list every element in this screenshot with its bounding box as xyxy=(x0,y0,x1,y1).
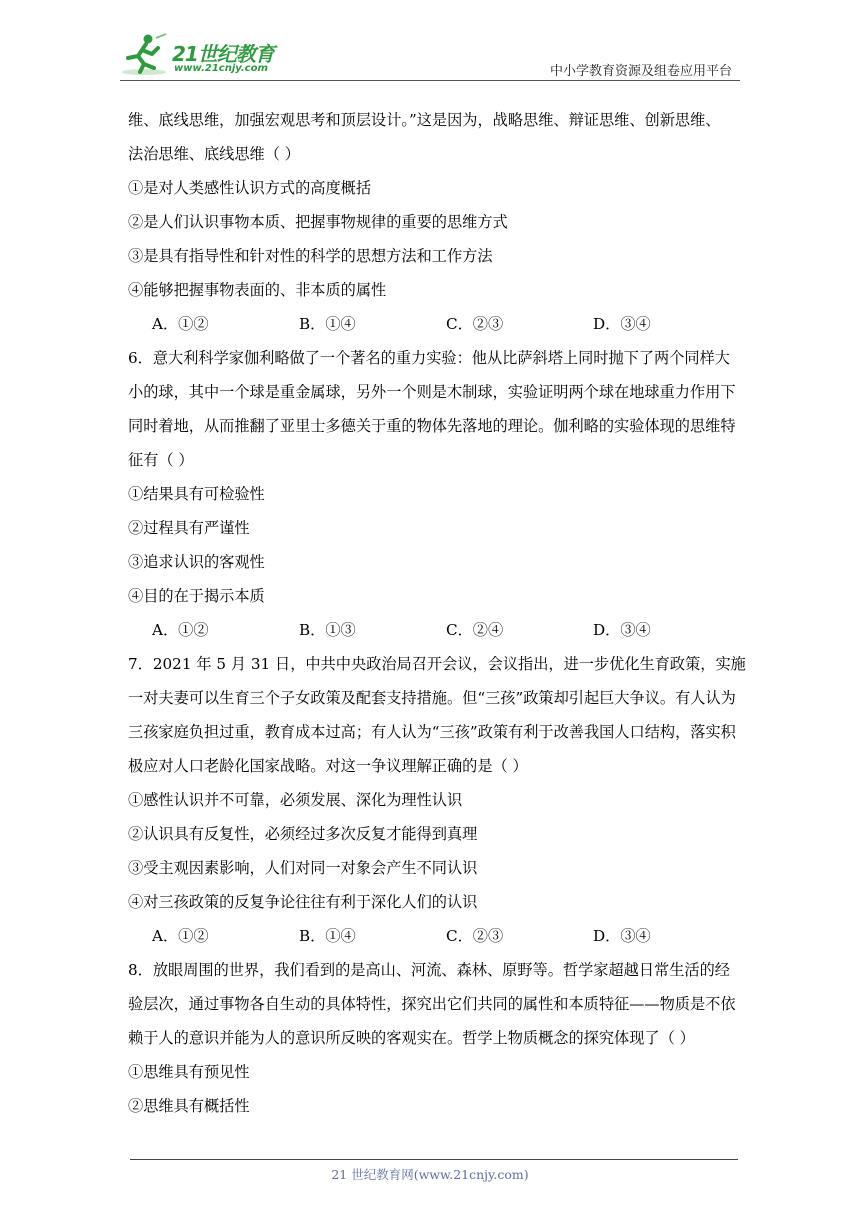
statement-4: ④能够把握事物表面的、非本质的属性 xyxy=(128,281,387,299)
question-stem-line: 一对夫妻可以生育三个子女政策及配套支持措施。但“三孩”政策却引起巨大争议。有人认为 xyxy=(128,689,736,707)
option-d[interactable]: D．③④ xyxy=(593,621,651,639)
answer-options xyxy=(128,919,740,953)
option-a[interactable]: A．①② xyxy=(152,621,209,639)
statement-4: ④对三孩政策的反复争论往往有利于深化人们的认识 xyxy=(128,893,478,911)
option-b[interactable]: B．①④ xyxy=(299,927,356,945)
question-stem-line: 同时着地，从而推翻了亚里士多德关于重的物体先落地的理论。伽利略的实验体现的思维特 xyxy=(128,417,736,435)
page-footer[interactable]: 21 世纪教育网(www.21cnjy.com) xyxy=(331,1167,529,1182)
statement-1: ①是对人类感性认识方式的高度概括 xyxy=(128,179,371,197)
statement-3: ③受主观因素影响，人们对同一对象会产生不同认识 xyxy=(128,859,478,877)
question-stem-line: 极应对人口老龄化国家战略。对这一争议理解正确的是（ ） xyxy=(128,757,528,775)
question-stem-line: 7．2021 年 5 月 31 日，中共中央政治局召开会议，会议指出，进一步优化生育政策，实施 xyxy=(128,655,746,673)
question-stem-line: 维、底线思维，加强宏观思考和顶层设计。”这是因为，战略思维、辩证思维、创新思维、 xyxy=(128,111,721,129)
question-stem-line: 法治思维、底线思维（ ） xyxy=(128,145,300,163)
option-c[interactable]: C．②③ xyxy=(446,315,504,333)
statement-2: ②认识具有反复性，必须经过多次反复才能得到真理 xyxy=(128,825,478,843)
question-7 xyxy=(128,647,746,953)
question-stem-line: 小的球，其中一个球是重金属球，另外一个则是木制球，实验证明两个球在地球重力作用下 xyxy=(128,383,736,401)
statement-3: ③是具有指导性和针对性的科学的思想方法和工作方法 xyxy=(128,247,493,265)
answer-options xyxy=(128,613,740,647)
page-header xyxy=(120,30,740,80)
question-stem-line: 验层次，通过事物各自生动的具体特性，探究出它们共同的属性和本质特征——物质是不依 xyxy=(128,995,736,1013)
option-d[interactable]: D．③④ xyxy=(593,927,651,945)
question-stem-line: 三孩家庭负担过重，教育成本过高；有人认为“三孩”政策有利于改善我国人口结构，落实积 xyxy=(128,723,736,741)
question-stem-line: 赖于人的意识并能为人的意识所反映的客观实在。哲学上物质概念的探究体现了（ ） xyxy=(128,1029,695,1047)
footer-divider xyxy=(130,1159,738,1160)
logo-url: www.21cnjy.com xyxy=(174,63,268,74)
statement-2: ②思维具有概括性 xyxy=(128,1097,250,1115)
logo-text: 21世纪教育 xyxy=(172,42,274,66)
header-divider xyxy=(120,80,740,81)
question-stem-line: 6．意大利科学家伽利略做了一个著名的重力实验：他从比萨斜塔上同时抛下了两个同样大 xyxy=(128,349,730,367)
option-b[interactable]: B．①④ xyxy=(299,315,356,333)
answer-options xyxy=(128,307,740,341)
option-c[interactable]: C．②③ xyxy=(446,927,504,945)
question-content xyxy=(128,103,746,1123)
statement-1: ①思维具有预见性 xyxy=(128,1063,250,1081)
option-a[interactable]: A．①② xyxy=(152,927,209,945)
statement-4: ④目的在于揭示本质 xyxy=(128,587,265,605)
question-6 xyxy=(128,341,740,647)
option-b[interactable]: B．①③ xyxy=(299,621,356,639)
option-c[interactable]: C．②④ xyxy=(446,621,504,639)
question-5 xyxy=(128,103,740,341)
statement-1: ①结果具有可检验性 xyxy=(128,485,265,503)
statement-2: ②是人们认识事物本质、把握事物规律的重要的思维方式 xyxy=(128,213,508,231)
option-a[interactable]: A．①② xyxy=(152,315,209,333)
statement-2: ②过程具有严谨性 xyxy=(128,519,250,537)
option-d[interactable]: D．③④ xyxy=(593,315,651,333)
question-8 xyxy=(128,953,740,1123)
statement-3: ③追求认识的客观性 xyxy=(128,553,265,571)
site-logo[interactable] xyxy=(120,32,290,78)
question-stem-line: 征有（ ） xyxy=(128,451,194,469)
statement-1: ①感性认识并不可靠，必须发展、深化为理性认识 xyxy=(128,791,463,809)
question-stem-line: 8．放眼周围的世界，我们看到的是高山、河流、森林、原野等。哲学家超越日常生活的经 xyxy=(128,961,730,979)
site-name: 中小学教育资源及组卷应用平台 xyxy=(549,64,732,79)
